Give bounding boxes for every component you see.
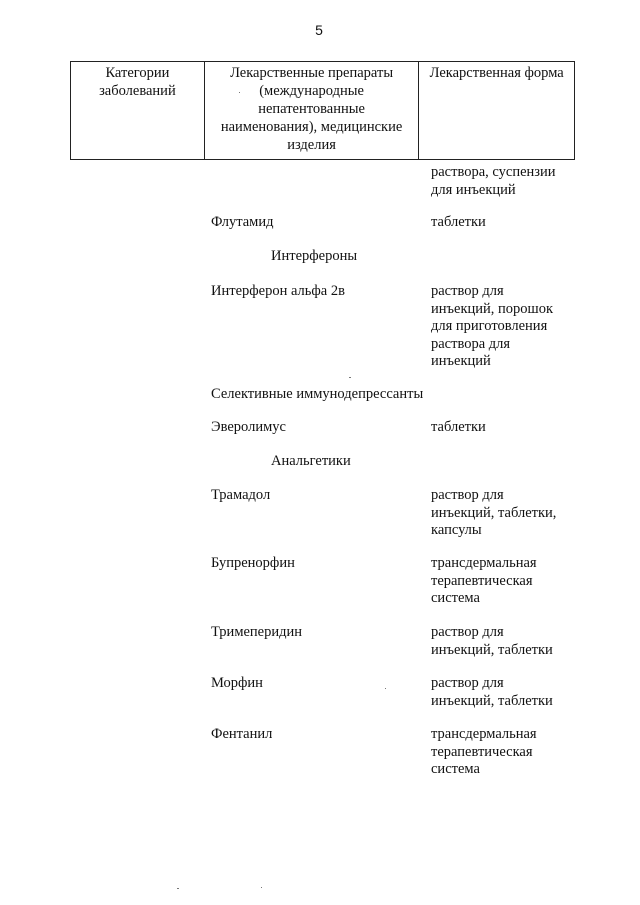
dosage-form: раствор для инъекций, таблетки, капсулы xyxy=(431,487,557,538)
scan-speck xyxy=(385,688,386,689)
dosage-form: раствор для инъекций, таблетки xyxy=(431,675,553,709)
drug-name: Флутамид xyxy=(211,214,274,230)
drug-name: Интерферон альфа 2в xyxy=(211,283,345,299)
drug-group-heading: Интерфероны xyxy=(271,248,358,264)
drug-name: Тримеперидин xyxy=(211,624,303,640)
dosage-form: раствор для инъекций, порошок для приготовления раствора для инъекций xyxy=(431,283,553,369)
drug-name: Трамадол xyxy=(211,487,271,503)
header-drugs-and-devices: Лекарственные препараты (международные непатентованные наименования), медицинские изделия xyxy=(204,62,419,160)
drug-name: Бупренорфин xyxy=(211,555,295,571)
dosage-form: трансдермальная терапевтическая система xyxy=(431,555,537,606)
dosage-form: таблетки xyxy=(431,419,486,435)
dosage-form: раствор для инъекций, таблетки xyxy=(431,624,553,658)
header-disease-categories: Категории заболеваний xyxy=(71,62,205,160)
dosage-form: таблетки xyxy=(431,214,486,230)
scan-speck xyxy=(349,377,351,378)
drug-name: Морфин xyxy=(211,675,263,691)
scan-speck xyxy=(177,888,179,889)
scan-speck xyxy=(261,887,262,888)
dosage-form: трансдермальная терапевтическая система xyxy=(431,726,537,777)
page-number: 5 xyxy=(315,22,323,38)
drug-group-heading: Анальгетики xyxy=(271,453,351,469)
continuation-dosage-form: раствора, суспензии для инъекций xyxy=(431,164,556,198)
header-dosage-form: Лекарственная форма xyxy=(419,62,575,160)
drug-name: Эверолимус xyxy=(211,419,286,435)
scan-speck xyxy=(239,92,240,93)
drug-name: Фентанил xyxy=(211,726,273,742)
drug-group-heading: Селективные иммунодепрессанты xyxy=(211,386,424,402)
